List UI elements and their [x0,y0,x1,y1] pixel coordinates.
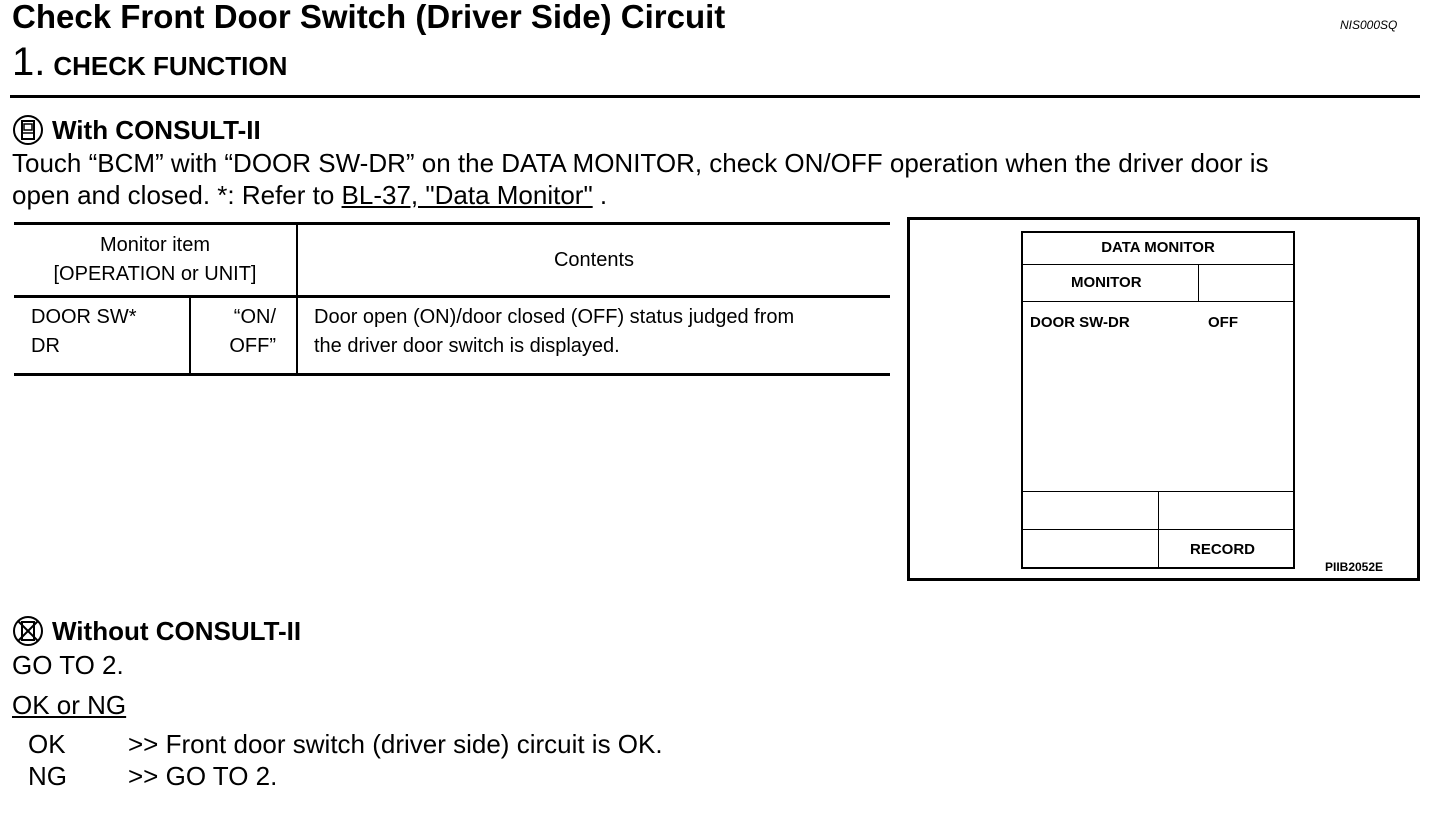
item-line1: DOOR SW* [31,306,137,328]
monitor-item-name: DOOR SW-DR [1030,314,1130,331]
ok-label: OK [28,729,66,759]
ng-label: NG [28,761,67,791]
consult-instruction-line2 [12,179,607,211]
table-header-row [14,224,890,297]
table-row [14,297,890,375]
instruction-suffix: . [592,180,608,210]
no-consult-tester-icon [12,615,44,647]
item-line2: DR [31,335,60,357]
consult-tester-icon [12,114,44,146]
result-ng-row [28,761,278,792]
consult-screen [1021,231,1295,569]
header-contents: Contents [297,224,890,297]
header-monitor-line1: Monitor item [99,234,211,256]
without-consult-instruction: GO TO 2. [12,650,124,680]
cell-unit [190,297,297,375]
monitor-item-value: OFF [1208,314,1238,331]
step-heading [12,40,287,85]
result-heading [12,689,126,721]
data-monitor-figure [907,217,1420,581]
screen-divider [1158,491,1159,567]
screen-monitor-label: MONITOR [1071,274,1142,291]
screen-title: DATA MONITOR [1101,239,1215,256]
screen-monitor-divider [1198,264,1199,301]
with-consult-label: With CONSULT-II [52,114,261,145]
contents-line2: the driver door switch is displayed. [314,335,620,357]
screen-title-row [1023,233,1293,265]
header-monitor-line2: [OPERATION or UNIT] [53,263,257,285]
without-consult-heading [12,615,301,647]
without-consult-label: Without CONSULT-II [52,615,302,646]
monitor-item-table [14,222,890,376]
data-monitor-reference-link[interactable]: BL-37, "Data Monitor" [341,180,593,210]
consult-instruction-line1: Touch “BCM” with “DOOR SW-DR” on the DATA MONITOR, check ON/OFF operation when the driver door is [12,148,1269,178]
divider [10,95,1420,98]
unit-line2: OFF” [229,335,276,357]
page-title: Check Front Door Switch (Driver Side) Circuit [12,0,726,35]
figure-code: PIIB2052E [1325,560,1384,574]
record-button[interactable]: RECORD [1190,541,1256,558]
cell-monitor-item [14,297,190,375]
instruction-prefix: open and closed. *: Refer to [12,180,342,210]
with-consult-heading [12,114,261,146]
result-ok-row [28,729,663,760]
ng-action: >> GO TO 2. [128,761,278,791]
result-heading-text: OK or NG [12,690,127,720]
cell-contents [297,297,890,375]
contents-line1: Door open (ON)/door closed (OFF) status judged from [314,306,795,328]
step-number: 1. [12,40,46,84]
header-monitor-item [14,224,297,297]
ok-action: >> Front door switch (driver side) circuit is OK. [128,729,663,759]
unit-line1: “ON/ [233,306,276,328]
document-code: NIS000SQ [1340,18,1398,32]
screen-monitor-row [1023,264,1293,302]
step-label: CHECK FUNCTION [53,51,288,81]
